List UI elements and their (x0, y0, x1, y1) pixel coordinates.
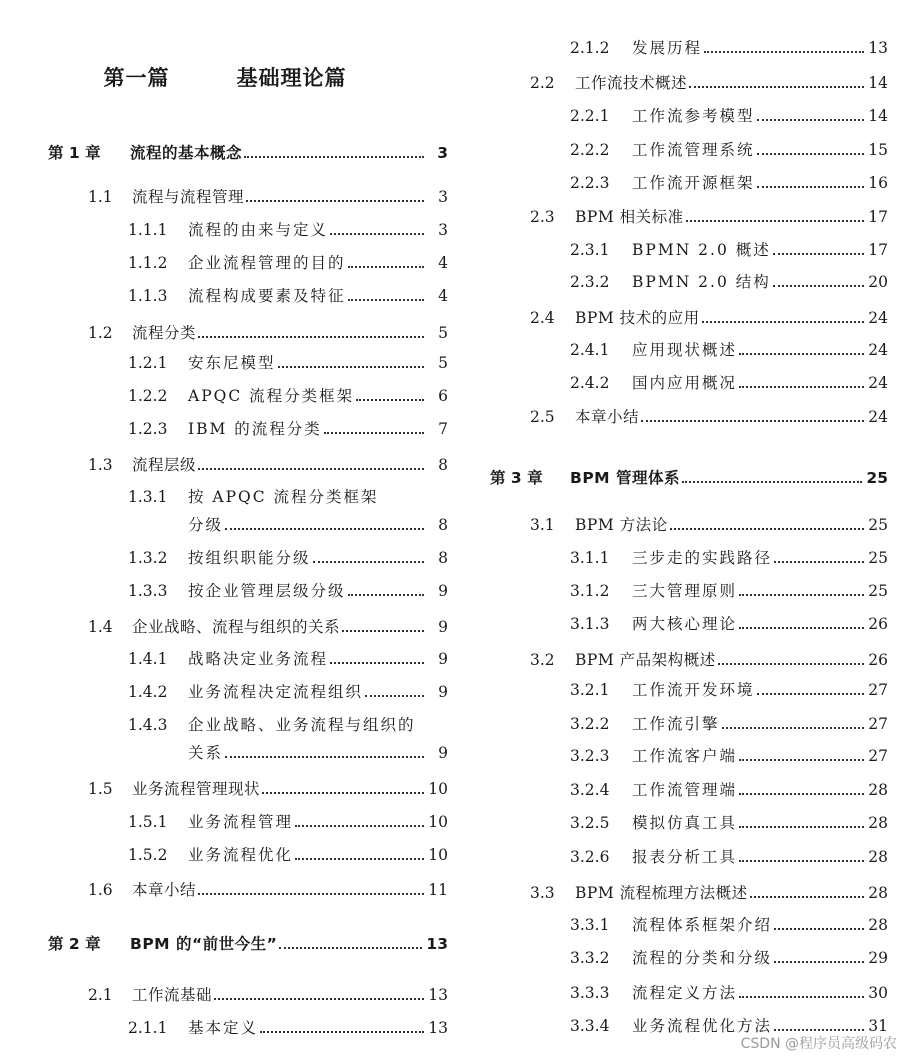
toc-entry (530, 308, 888, 328)
dotted-leader (757, 186, 864, 188)
toc-entry-page: 24 (868, 309, 888, 327)
toc-entry-page: 20 (868, 273, 888, 291)
toc-entry-number: 1.4.2 (128, 683, 168, 701)
toc-entry-number: 1.5.1 (128, 813, 168, 831)
toc-entry-number: 第 3 章 (490, 469, 543, 487)
toc-entry-title: 业务流程优化 (188, 846, 294, 864)
toc-entry (570, 106, 888, 126)
dotted-leader (704, 51, 864, 53)
dotted-leader (757, 693, 864, 695)
toc-entry-page: 31 (868, 1017, 888, 1035)
toc-entry-number: 3.3.4 (570, 1017, 610, 1035)
toc-entry-page: 8 (438, 549, 448, 567)
toc-entry-page: 25 (866, 469, 888, 487)
toc-entry-title: BPM 的“前世今生” (130, 935, 278, 953)
toc-entry-number: 2.2.1 (570, 107, 610, 125)
toc-entry (570, 813, 888, 833)
toc-entry (570, 680, 888, 700)
toc-entry-title: 按组织职能分级 (188, 549, 311, 567)
dotted-leader (260, 1031, 424, 1033)
toc-entry-title: 应用现状概述 (632, 341, 738, 359)
toc-entry-title: 本章小结 (575, 408, 640, 426)
toc-entry-title: 三步走的实践路径 (632, 549, 773, 567)
toc-entry (88, 985, 448, 1005)
toc-entry-title: 工作流开发环境 (632, 681, 755, 699)
toc-entry (570, 272, 888, 292)
toc-entry-number: 2.3.1 (570, 241, 610, 259)
dotted-leader (641, 420, 864, 422)
dotted-leader (773, 285, 864, 287)
toc-entry (128, 812, 448, 832)
dotted-leader (750, 896, 864, 898)
toc-entry (570, 548, 888, 568)
toc-entry (570, 948, 888, 968)
toc-entry-title: 发展历程 (632, 39, 703, 57)
toc-entry-title: BPM 方法论 (575, 516, 668, 534)
toc-entry (530, 515, 888, 535)
toc-entry-number: 2.3.2 (570, 273, 610, 291)
toc-entry-title: IBM 的流程分类 (188, 420, 322, 438)
toc-entry-number: 1.2.2 (128, 387, 168, 405)
toc-entry (128, 548, 448, 568)
toc-entry-page: 3 (438, 221, 448, 239)
toc-entry-title: BPM 技术的应用 (575, 309, 700, 327)
toc-entry (88, 779, 448, 799)
toc-entry-page: 16 (868, 174, 888, 192)
toc-entry-title: 战略决定业务流程 (188, 650, 329, 668)
toc-entry (530, 883, 888, 903)
dotted-leader (198, 336, 424, 338)
toc-entry-title: 流程的分类和分级 (632, 949, 773, 967)
toc-entry-page: 25 (868, 549, 888, 567)
dotted-leader (689, 86, 864, 88)
toc-entry-page: 14 (868, 74, 888, 92)
toc-entry-title: 流程定义方法 (632, 984, 738, 1002)
toc-entry-title: 工作流参考模型 (632, 107, 755, 125)
toc-entry-title: 企业战略、业务流程与组织的 (188, 716, 416, 734)
toc-entry (128, 715, 448, 735)
toc-entry-page: 26 (868, 651, 888, 669)
toc-entry-number: 3.2.4 (570, 781, 610, 799)
dotted-leader (244, 156, 424, 158)
toc-entry-title: 按企业管理层级分级 (188, 582, 346, 600)
dotted-leader (295, 825, 424, 827)
toc-entry (530, 407, 888, 427)
toc-entry-number: 3.1.2 (570, 582, 610, 600)
toc-entry (88, 880, 448, 900)
toc-entry-page: 7 (438, 420, 448, 438)
toc-entry-title-continued: 关系 (188, 744, 224, 762)
toc-entry (570, 746, 888, 766)
toc-entry-title: 报表分析工具 (632, 848, 738, 866)
dotted-leader (198, 893, 424, 895)
toc-entry-title: 企业战略、流程与组织的关系 (132, 618, 341, 636)
toc-entry-page: 28 (868, 781, 888, 799)
toc-entry (128, 253, 448, 273)
toc-entry-page: 13 (868, 39, 888, 57)
dotted-leader (365, 695, 424, 697)
dotted-leader (225, 756, 424, 758)
toc-entry-page: 3 (437, 144, 448, 162)
toc-entry-title: 业务流程决定流程组织 (188, 683, 364, 701)
toc-entry-title: 流程的基本概念 (130, 144, 243, 162)
toc-entry-page: 28 (868, 916, 888, 934)
dotted-leader (774, 961, 864, 963)
toc-entry-page: 8 (438, 516, 448, 534)
toc-entry-number: 3.3 (530, 884, 555, 902)
toc-entry-number: 2.1.1 (128, 1019, 168, 1037)
toc-entry-number: 1.3.2 (128, 549, 168, 567)
toc-entry-continuation (188, 515, 448, 535)
toc-entry-title: 国内应用概况 (632, 374, 738, 392)
dotted-leader (739, 386, 864, 388)
toc-entry-page: 9 (438, 744, 448, 762)
toc-entry-title: 模拟仿真工具 (632, 814, 738, 832)
part-title: 第一篇 基础理论篇 (103, 66, 347, 90)
toc-entry-number: 1.1.3 (128, 287, 168, 305)
toc-entry-page: 28 (868, 884, 888, 902)
toc-entry-number: 1.1.2 (128, 254, 168, 272)
toc-chapter-entry (48, 934, 448, 954)
toc-entry-number: 1.1 (88, 188, 113, 206)
toc-entry-number: 1.5.2 (128, 846, 168, 864)
dotted-leader (739, 627, 864, 629)
toc-entry (570, 240, 888, 260)
dotted-leader (739, 594, 864, 596)
toc-entry-page: 29 (868, 949, 888, 967)
toc-entry-title: 工作流引擎 (632, 715, 720, 733)
dotted-leader (246, 200, 424, 202)
toc-entry-title: 工作流技术概述 (575, 74, 688, 92)
toc-entry-number: 3.1 (530, 516, 555, 534)
toc-entry-number: 2.2.3 (570, 174, 610, 192)
toc-entry-page: 10 (428, 780, 448, 798)
toc-entry (128, 419, 448, 439)
toc-entry (128, 386, 448, 406)
toc-entry-page: 28 (868, 848, 888, 866)
toc-entry-title: 流程体系框架介绍 (632, 916, 773, 934)
toc-entry-number: 1.4.1 (128, 650, 168, 668)
toc-entry-title: BPMN 2.0 结构 (632, 273, 771, 291)
dotted-leader (739, 759, 864, 761)
toc-entry-title: 流程分类 (132, 324, 197, 342)
toc-entry-page: 5 (438, 354, 448, 372)
toc-entry-title: 企业流程管理的目的 (188, 254, 346, 272)
dotted-leader (225, 528, 424, 530)
toc-entry-number: 3.3.1 (570, 916, 610, 934)
toc-entry-title: 本章小结 (132, 881, 197, 899)
toc-entry-title: 业务流程优化方法 (632, 1017, 773, 1035)
toc-entry (128, 845, 448, 865)
dotted-leader (295, 858, 424, 860)
toc-entry-page: 9 (438, 683, 448, 701)
dotted-leader (342, 630, 424, 632)
toc-entry-page: 27 (868, 747, 888, 765)
toc-entry-page: 25 (868, 582, 888, 600)
toc-entry-number: 3.1.1 (570, 549, 610, 567)
dotted-leader (774, 1029, 864, 1031)
toc-entry-number: 3.3.2 (570, 949, 610, 967)
toc-entry-number: 2.1.2 (570, 39, 610, 57)
toc-entry-number: 2.4.1 (570, 341, 610, 359)
dotted-leader (739, 996, 864, 998)
toc-entry-number: 1.4.3 (128, 716, 168, 734)
dotted-leader (682, 481, 862, 483)
toc-entry-title: 工作流开源框架 (632, 174, 755, 192)
toc-entry-title: 流程与流程管理 (132, 188, 245, 206)
toc-entry-page: 4 (438, 287, 448, 305)
toc-entry (88, 617, 448, 637)
dotted-leader (722, 727, 864, 729)
toc-entry-number: 2.5 (530, 408, 555, 426)
toc-entry-title: 流程层级 (132, 456, 197, 474)
toc-entry (128, 286, 448, 306)
toc-entry-title: BPMN 2.0 概述 (632, 241, 771, 259)
toc-entry-number: 2.2.2 (570, 141, 610, 159)
dotted-leader (739, 860, 864, 862)
toc-entry-number: 2.4 (530, 309, 555, 327)
toc-entry-title: 工作流管理系统 (632, 141, 755, 159)
toc-entry-title: BPM 管理体系 (570, 469, 680, 487)
dotted-leader (330, 662, 424, 664)
toc-chapter-entry (48, 143, 448, 163)
toc-entry (570, 38, 888, 58)
toc-entry-number: 1.2.3 (128, 420, 168, 438)
toc-entry (570, 614, 888, 634)
toc-entry-title: APQC 流程分类框架 (188, 387, 355, 405)
dotted-leader (330, 233, 424, 235)
toc-entry-number: 3.2 (530, 651, 555, 669)
toc-entry-title-continued: 分级 (188, 516, 224, 534)
toc-entry-page: 4 (438, 254, 448, 272)
toc-entry (570, 340, 888, 360)
toc-entry (570, 983, 888, 1003)
dotted-leader (356, 399, 424, 401)
dotted-leader (214, 998, 424, 1000)
dotted-leader (774, 928, 864, 930)
toc-entry-number: 1.3 (88, 456, 113, 474)
dotted-leader (348, 299, 424, 301)
toc-entry (128, 353, 448, 373)
toc-entry-number: 1.1.1 (128, 221, 168, 239)
toc-entry-page: 13 (428, 1019, 448, 1037)
toc-entry (530, 207, 888, 227)
dotted-leader (670, 528, 864, 530)
toc-entry-page: 17 (868, 241, 888, 259)
toc-entry (128, 581, 448, 601)
toc-entry (530, 73, 888, 93)
toc-entry-number: 3.2.1 (570, 681, 610, 699)
toc-entry-page: 24 (868, 374, 888, 392)
dotted-leader (773, 253, 864, 255)
toc-entry-page: 25 (868, 516, 888, 534)
toc-entry (128, 649, 448, 669)
toc-entry (570, 581, 888, 601)
toc-entry-title: 基本定义 (188, 1019, 259, 1037)
toc-chapter-entry (490, 468, 888, 488)
toc-entry-page: 5 (438, 324, 448, 342)
toc-entry-number: 2.2 (530, 74, 555, 92)
dotted-leader (774, 561, 864, 563)
toc-entry (570, 915, 888, 935)
toc-entry-number: 2.4.2 (570, 374, 610, 392)
toc-entry-page: 27 (868, 715, 888, 733)
toc-entry-number: 3.2.2 (570, 715, 610, 733)
toc-entry-page: 8 (438, 456, 448, 474)
toc-entry-title: BPM 相关标准 (575, 208, 684, 226)
dotted-leader (718, 663, 864, 665)
toc-entry-page: 24 (868, 408, 888, 426)
dotted-leader (739, 353, 864, 355)
dotted-leader (757, 153, 864, 155)
dotted-leader (348, 594, 424, 596)
dotted-leader (702, 321, 864, 323)
dotted-leader (324, 432, 424, 434)
toc-entry (88, 323, 448, 343)
toc-entry-page: 3 (438, 188, 448, 206)
toc-entry-number: 第 1 章 (48, 144, 101, 162)
toc-entry (530, 650, 888, 670)
toc-entry-page: 26 (868, 615, 888, 633)
toc-entry-title: 按 APQC 流程分类框架 (188, 488, 379, 506)
toc-entry-title: 工作流管理端 (632, 781, 738, 799)
toc-entry-title: BPM 产品架构概述 (575, 651, 716, 669)
toc-entry-page: 9 (438, 650, 448, 668)
dotted-leader (198, 468, 424, 470)
dotted-leader (739, 826, 864, 828)
toc-entry (570, 714, 888, 734)
toc-entry-page: 10 (428, 846, 448, 864)
dotted-leader (739, 793, 864, 795)
toc-entry (128, 487, 448, 507)
toc-entry-title: 工作流基础 (132, 986, 213, 1004)
dotted-leader (686, 220, 864, 222)
toc-entry-title: 流程的由来与定义 (188, 221, 329, 239)
toc-entry-page: 30 (868, 984, 888, 1002)
toc-entry-number: 1.3.3 (128, 582, 168, 600)
toc-entry-number: 2.1 (88, 986, 113, 1004)
toc-entry (570, 173, 888, 193)
dotted-leader (757, 119, 864, 121)
toc-entry-number: 第 2 章 (48, 935, 101, 953)
toc-entry-title: 业务流程管理 (188, 813, 294, 831)
dotted-leader (278, 366, 424, 368)
toc-entry-page: 9 (438, 618, 448, 636)
toc-entry-page: 15 (868, 141, 888, 159)
toc-entry-page: 13 (426, 935, 448, 953)
toc-entry-continuation (188, 743, 448, 763)
toc-entry-title: 业务流程管理现状 (132, 780, 261, 798)
dotted-leader (313, 561, 424, 563)
toc-entry-title: 安东尼模型 (188, 354, 276, 372)
toc-entry-title: BPM 流程梳理方法概述 (575, 884, 748, 902)
toc-entry (128, 682, 448, 702)
dotted-leader (262, 792, 424, 794)
toc-entry-number: 3.2.6 (570, 848, 610, 866)
toc-entry-page: 24 (868, 341, 888, 359)
toc-entry (570, 847, 888, 867)
toc-entry-page: 28 (868, 814, 888, 832)
toc-entry-page: 17 (868, 208, 888, 226)
toc-entry (88, 187, 448, 207)
toc-entry-title: 流程构成要素及特征 (188, 287, 346, 305)
toc-entry-page: 6 (438, 387, 448, 405)
toc-entry (570, 140, 888, 160)
toc-entry (570, 780, 888, 800)
toc-entry-number: 3.3.3 (570, 984, 610, 1002)
toc-entry-number: 1.6 (88, 881, 113, 899)
toc-entry-number: 1.2 (88, 324, 113, 342)
toc-entry-number: 3.2.3 (570, 747, 610, 765)
toc-entry (88, 455, 448, 475)
toc-entry (570, 373, 888, 393)
toc-entry-number: 1.3.1 (128, 488, 168, 506)
toc-entry-number: 3.2.5 (570, 814, 610, 832)
dotted-leader (279, 947, 422, 949)
csdn-watermark: CSDN @程序员高级码农 (740, 1036, 897, 1052)
toc-entry-page: 9 (438, 582, 448, 600)
toc-entry-number: 2.3 (530, 208, 555, 226)
toc-entry-number: 1.5 (88, 780, 113, 798)
toc-entry-title: 三大管理原则 (632, 582, 738, 600)
toc-entry-number: 3.1.3 (570, 615, 610, 633)
toc-entry-page: 14 (868, 107, 888, 125)
toc-entry-page: 27 (868, 681, 888, 699)
toc-entry-title: 工作流客户端 (632, 747, 738, 765)
toc-entry (128, 1018, 448, 1038)
toc-entry-page: 13 (428, 986, 448, 1004)
dotted-leader (348, 266, 424, 268)
toc-entry-number: 1.2.1 (128, 354, 168, 372)
toc-entry-page: 10 (428, 813, 448, 831)
toc-entry (128, 220, 448, 240)
toc-entry-title: 两大核心理论 (632, 615, 738, 633)
toc-entry-number: 1.4 (88, 618, 113, 636)
toc-entry-page: 11 (428, 881, 448, 899)
